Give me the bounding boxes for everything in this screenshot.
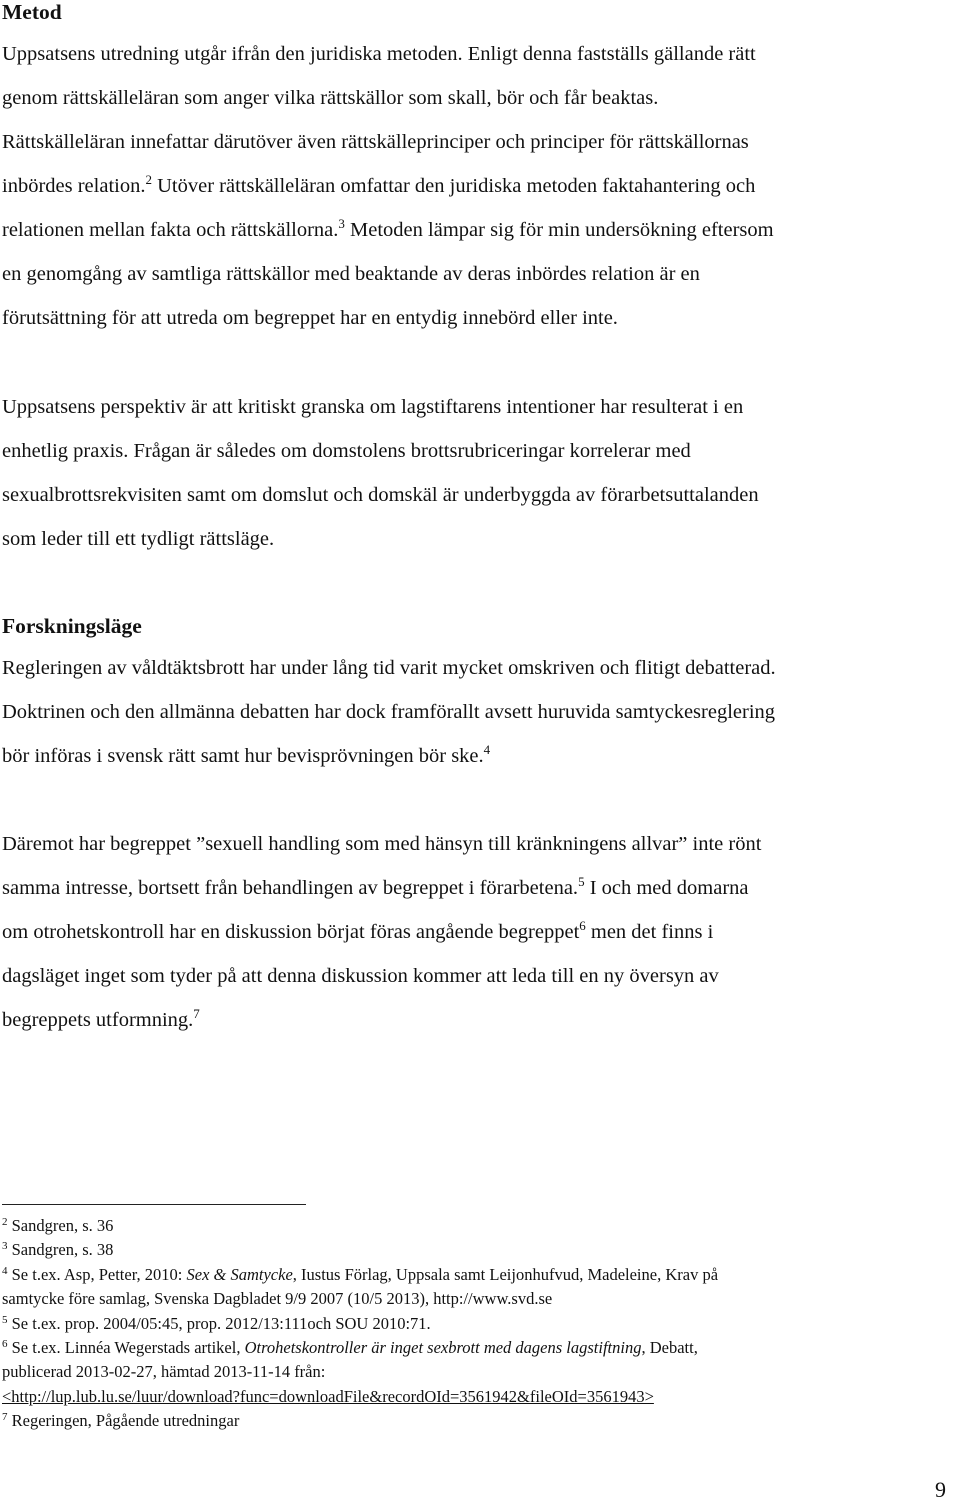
footnote-text: Se t.ex. Asp, Petter, 2010:	[11, 1264, 187, 1284]
text-line: som leder till ett tydligt rättsläge.	[2, 528, 275, 550]
footnote-number: 7	[2, 1411, 8, 1424]
footnote-4	[2, 1263, 960, 1287]
text-line: Rättskälleläran innefattar därutöver även rättskälleprinciper och principer för rättskällornas	[2, 131, 749, 153]
footnote-text: Regeringen, Pågående utredningar	[11, 1411, 240, 1431]
footnote-title: Sex & Samtycke	[186, 1264, 293, 1284]
footnote-number: 5	[2, 1313, 8, 1326]
footnote-ref-3[interactable]: 3	[338, 216, 345, 231]
text-fragment: samma intresse, bortsett från behandlingen av begreppet i förarbetena.	[2, 877, 579, 899]
footnote-6	[2, 1336, 960, 1360]
footnote-6-link-line	[2, 1385, 960, 1409]
text-fragment: bör införas i svensk rätt samt hur bevisprövningen bör ske.	[2, 745, 484, 767]
footnote-text: Sandgren, s. 36	[11, 1216, 114, 1235]
footnote-number: 4	[2, 1264, 8, 1277]
footnote-text: , Debatt,	[641, 1337, 698, 1357]
footnote-6-continued: publicerad 2013-02-27, hämtad 2013-11-14 från:	[2, 1362, 326, 1382]
footnote-text: Se t.ex. Linnéa Wegerstads artikel,	[11, 1337, 245, 1357]
footnote-ref-2[interactable]: 2	[145, 172, 152, 187]
text-fragment: begreppets utformning.	[2, 1009, 194, 1031]
text-line	[2, 866, 960, 910]
text-line: en genomgång av samtliga rättskällor med beaktande av deras inbördes relation är en	[2, 263, 700, 285]
footnote-2	[2, 1214, 960, 1238]
footnote-title: Otrohetskontroller är inget sexbrott med dagens lagstiftning	[244, 1337, 642, 1357]
metod-paragraph-2	[2, 385, 960, 561]
footnote-link[interactable]: <http://lup.lub.lu.se/luur/download?func=downloadFile&recordOId=3561942&fileOId=3561943>	[2, 1386, 654, 1406]
section-heading-forskningslage: Forskningsläge	[2, 614, 142, 638]
text-line: sexualbrottsrekvisiten samt om domslut och domskäl är underbyggda av förarbetsuttalanden	[2, 484, 759, 506]
text-line: Uppsatsens perspektiv är att kritiskt granska om lagstiftarens intentioner har resulterat i en	[2, 396, 744, 418]
forsk-paragraph-1	[2, 646, 960, 778]
text-line	[2, 998, 960, 1042]
footnote-4-continued: samtycke före samlag, Svenska Dagbladet 9/9 2007 (10/5 2013), http://www.svd.se	[2, 1289, 553, 1309]
text-fragment: I och med domarna	[584, 877, 749, 899]
footnotes	[2, 1214, 960, 1434]
text-line: Uppsatsens utredning utgår ifrån den juridiska metoden. Enligt denna fastställs gällande rätt	[2, 43, 756, 65]
footnote-7	[2, 1409, 960, 1433]
section-heading-metod: Metod	[2, 0, 62, 24]
text-line: Däremot har begreppet ”sexuell handling som med hänsyn till kränkningens allvar” inte rönt	[2, 833, 762, 855]
metod-paragraph-1	[2, 32, 960, 340]
text-fragment: Metoden lämpar sig för min undersökning eftersom	[344, 219, 774, 241]
footnote-text: Se t.ex. prop. 2004/05:45, prop. 2012/13:111och SOU 2010:71.	[11, 1313, 431, 1333]
footnote-text: Sandgren, s. 38	[11, 1240, 114, 1260]
text-line	[2, 734, 960, 778]
text-line: Doktrinen och den allmänna debatten har dock framförallt avsett huruvida samtyckesreglering	[2, 701, 776, 723]
footnote-5	[2, 1312, 960, 1336]
text-line	[2, 164, 960, 208]
text-fragment: Utöver rättskälleläran omfattar den juridiska metoden faktahantering och	[151, 175, 756, 197]
footnote-divider	[2, 1204, 306, 1205]
text-line	[2, 208, 960, 252]
text-line: enhetlig praxis. Frågan är således om domstolens brottsrubriceringar korrelerar med	[2, 440, 691, 462]
text-fragment: om otrohetskontroll har en diskussion börjat föras angående begreppet	[2, 921, 580, 943]
footnote-number: 2	[2, 1216, 8, 1228]
footnote-ref-5[interactable]: 5	[578, 874, 585, 889]
text-fragment: inbördes relation.	[2, 175, 146, 197]
footnote-number: 6	[2, 1337, 8, 1350]
footnote-ref-7[interactable]: 7	[193, 1006, 200, 1021]
text-line: Regleringen av våldtäktsbrott har under lång tid varit mycket omskriven och flitigt debatterad.	[2, 657, 776, 679]
forsk-paragraph-2	[2, 822, 960, 1042]
text-line: dagsläget inget som tyder på att denna diskussion kommer att leda till en ny översyn av	[2, 965, 719, 987]
text-line: genom rättskälleläran som anger vilka rättskällor som skall, bör och får beaktas.	[2, 87, 659, 109]
text-line: förutsättning för att utreda om begreppet har en entydig innebörd eller inte.	[2, 307, 618, 329]
text-fragment: men det finns i	[585, 921, 714, 943]
text-fragment: relationen mellan fakta och rättskällorna.	[2, 219, 339, 241]
footnote-ref-4[interactable]: 4	[483, 742, 491, 757]
footnote-3	[2, 1238, 960, 1262]
footnote-text: , Iustus Förlag, Uppsala samt Leijonhufvud, Madeleine, Krav på	[292, 1264, 719, 1284]
footnote-number: 3	[2, 1240, 8, 1253]
page-number: 9	[935, 1477, 946, 1502]
footnote-ref-6[interactable]: 6	[579, 918, 586, 933]
text-line	[2, 910, 960, 954]
